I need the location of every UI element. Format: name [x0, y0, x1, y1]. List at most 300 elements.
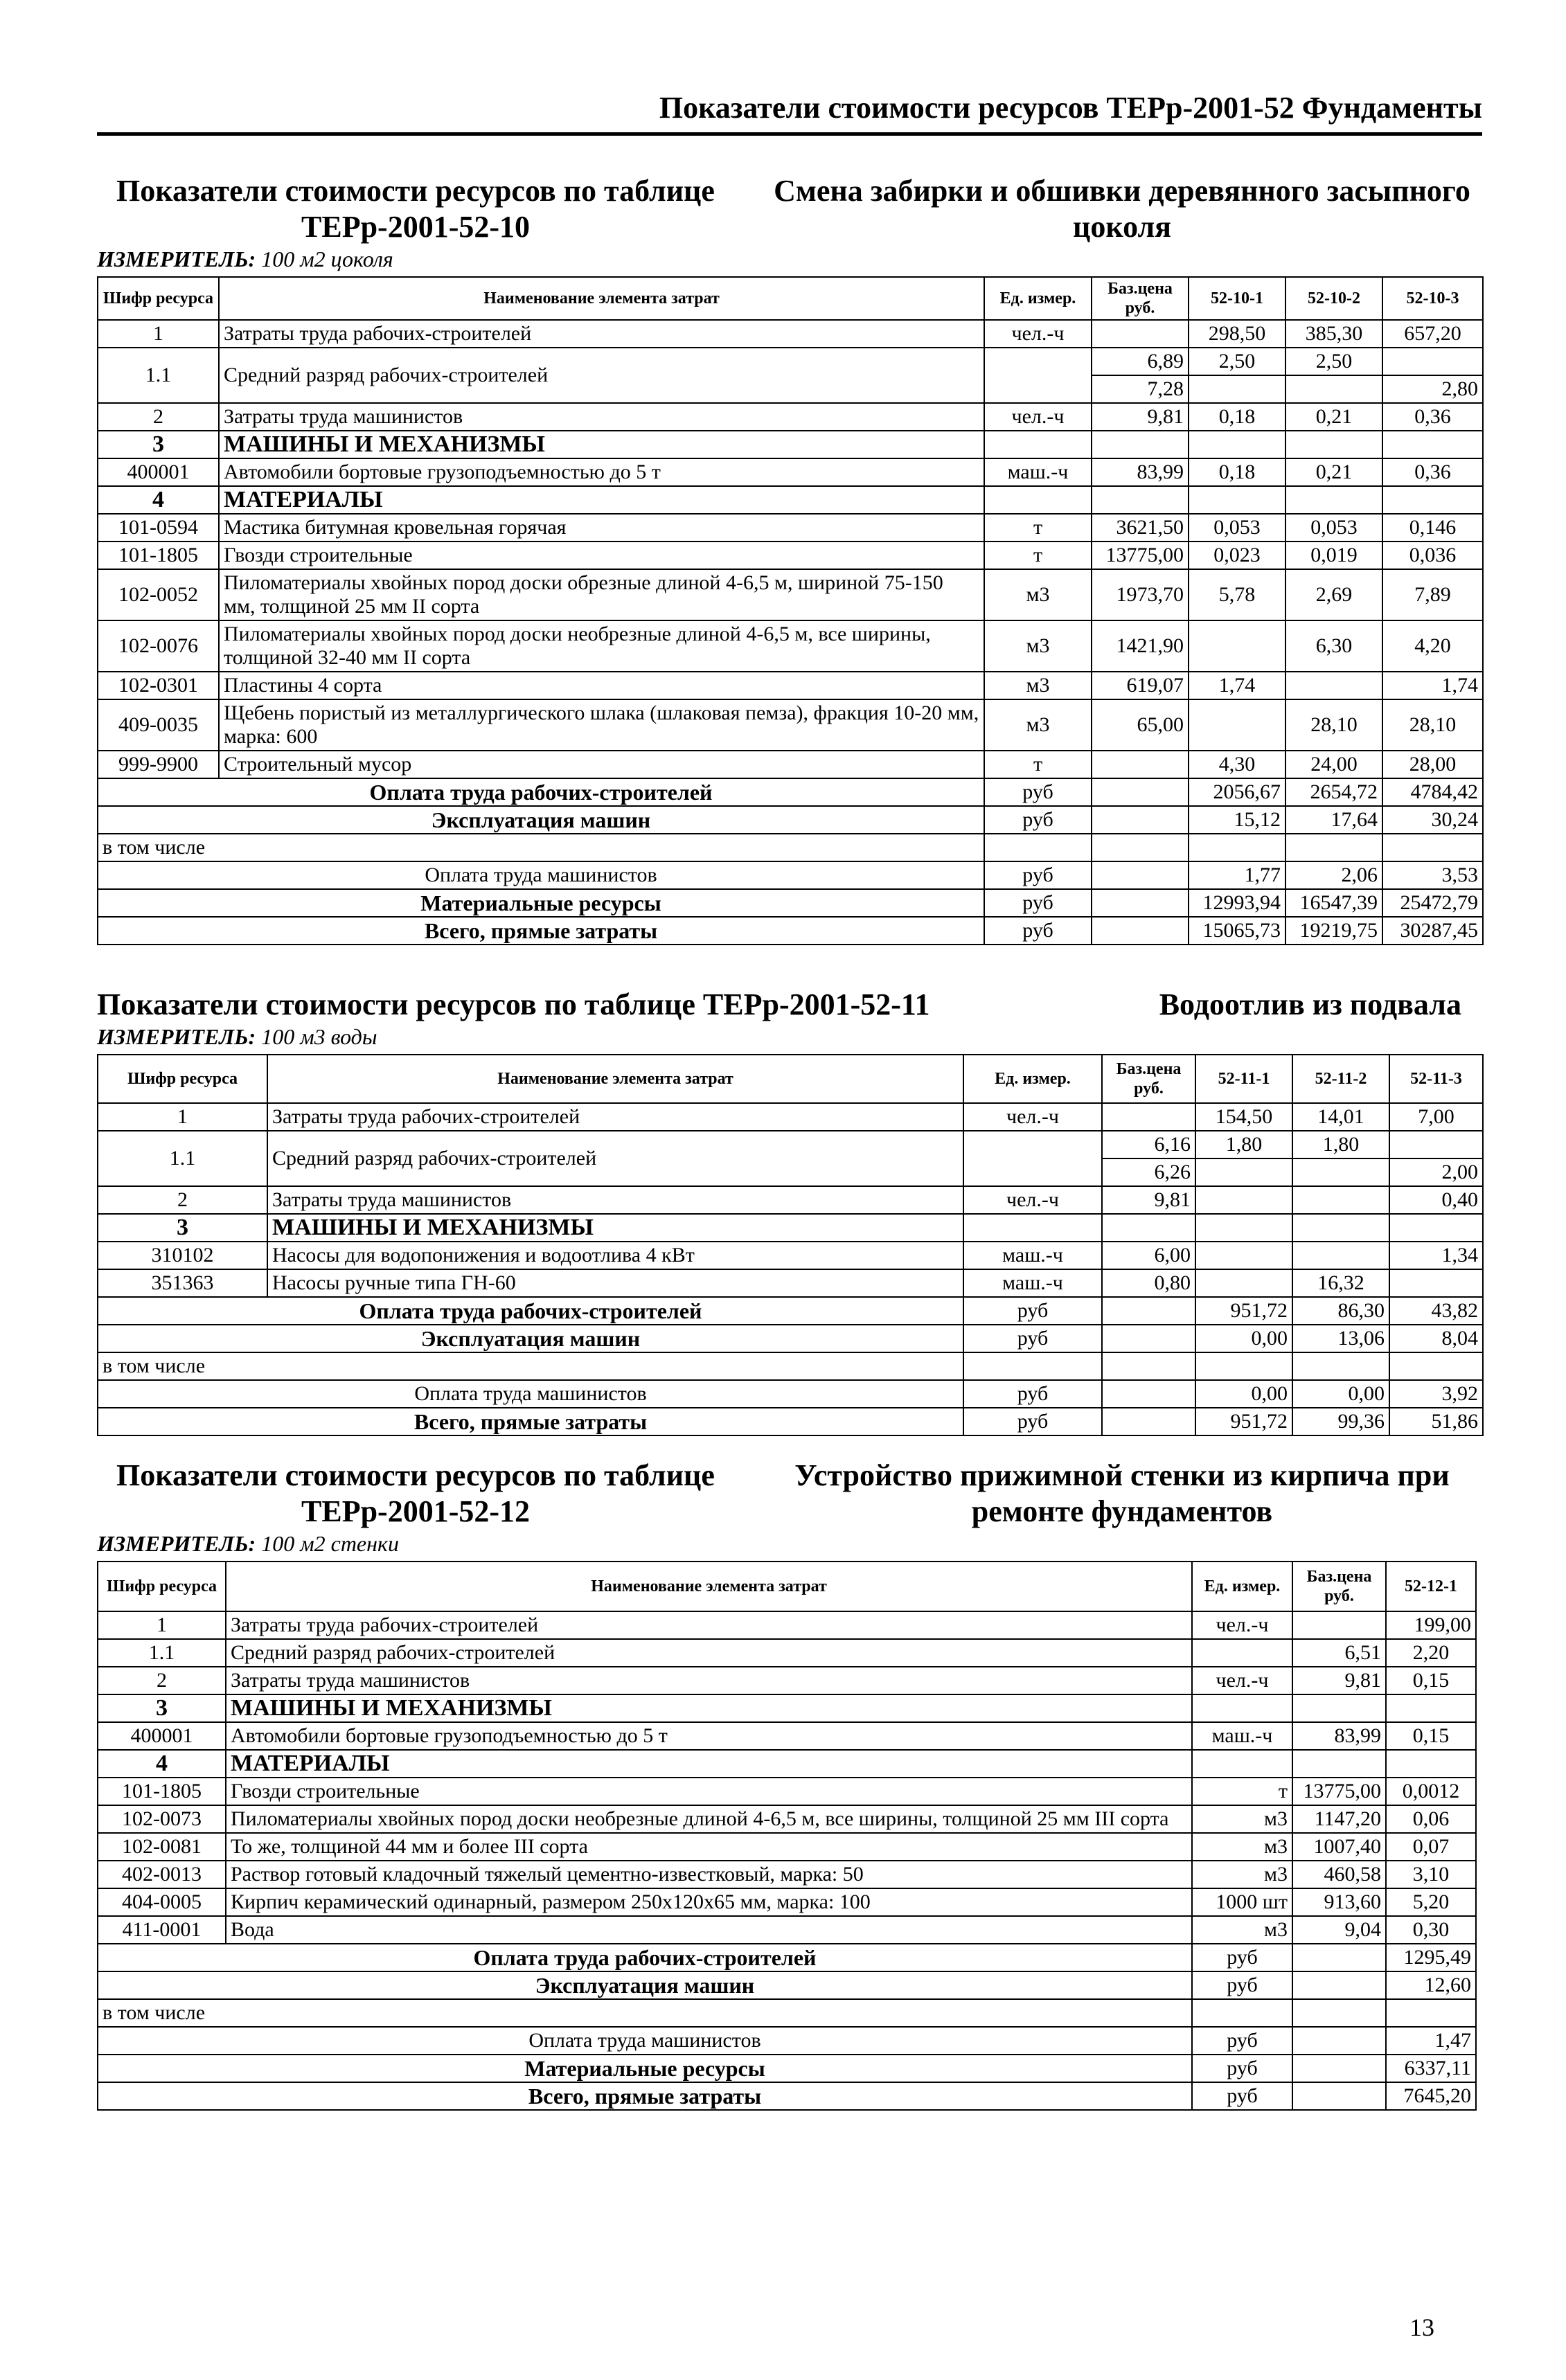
cell-name: Строительный мусор — [219, 751, 984, 778]
cell-code: 101-1805 — [98, 542, 219, 569]
cell-value: 0,15 — [1386, 1722, 1476, 1750]
cell-code: 102-0081 — [98, 1833, 226, 1861]
summary-row — [98, 1999, 1476, 2027]
col-header: Шифр ресурса — [98, 277, 219, 320]
summary-label: в том числе — [98, 1352, 963, 1380]
cell-name: Средний разряд рабочих-строителей — [226, 1639, 1192, 1667]
cell-empty — [1092, 431, 1189, 458]
col-header: Баз.цена руб. — [1102, 1055, 1195, 1103]
subtitle-line: ремонте фундаментов — [971, 1494, 1273, 1528]
table-header-row — [98, 1055, 1483, 1103]
summary-value — [1292, 1352, 1389, 1380]
summary-label: Материальные ресурсы — [98, 889, 984, 917]
table-row — [98, 403, 1483, 431]
summary-unit — [963, 1352, 1102, 1380]
section-subtitle — [762, 1458, 1482, 1530]
cell-price: 1007,40 — [1292, 1833, 1386, 1861]
summary-price — [1292, 2027, 1386, 2055]
summary-value: 12,60 — [1386, 1971, 1476, 1999]
cell-empty — [1192, 1694, 1292, 1722]
table-row — [98, 569, 1483, 620]
cell-value: 3,10 — [1386, 1861, 1476, 1888]
cell-value: 0,06 — [1386, 1805, 1476, 1833]
table-row — [98, 1639, 1476, 1667]
cell-value: 7,89 — [1382, 569, 1483, 620]
cell-value: 2,50 — [1189, 348, 1285, 375]
cell-value — [1389, 1131, 1483, 1158]
summary-label: Эксплуатация машин — [98, 1325, 963, 1352]
summary-unit: руб — [984, 917, 1092, 945]
cell-value — [1292, 1186, 1389, 1214]
col-header: 52-10-1 — [1189, 277, 1285, 320]
summary-value: 1295,49 — [1386, 1944, 1476, 1971]
cell-code: 1.1 — [98, 1131, 267, 1186]
cell-name: Средний разряд рабочих-строителей — [219, 348, 984, 403]
section-row — [98, 1750, 1476, 1778]
table-row — [98, 1722, 1476, 1750]
summary-row — [98, 1352, 1483, 1380]
cell-empty — [1102, 1214, 1195, 1242]
cell-value: 4,20 — [1382, 620, 1483, 672]
summary-row — [98, 889, 1483, 917]
cell-code: 3 — [98, 1214, 267, 1242]
cell-value: 0,15 — [1386, 1667, 1476, 1694]
cell-unit: т — [1192, 1778, 1292, 1805]
cell-name: Щебень пористый из металлургического шлака (шлаковая пемза), фракция 10-20 мм, марка: 600 — [219, 699, 984, 751]
summary-price — [1092, 889, 1189, 917]
cell-code: 1 — [98, 1103, 267, 1131]
summary-value: 86,30 — [1292, 1297, 1389, 1325]
summary-row — [98, 2027, 1476, 2055]
cell-price: 3621,50 — [1092, 514, 1189, 542]
summary-label: Всего, прямые затраты — [98, 2082, 1192, 2110]
cell-value: 16,32 — [1292, 1269, 1389, 1297]
cell-value: 657,20 — [1382, 320, 1483, 348]
cell-unit: м3 — [984, 672, 1092, 699]
cell-empty — [1092, 486, 1189, 514]
summary-label: Оплата труда машинистов — [98, 861, 984, 889]
cell-value: 2,20 — [1386, 1639, 1476, 1667]
cell-value — [1292, 1242, 1389, 1269]
cell-unit: чел.-ч — [1192, 1667, 1292, 1694]
summary-value: 1,77 — [1189, 861, 1285, 889]
summary-row — [98, 1408, 1483, 1435]
summary-unit: руб — [984, 861, 1092, 889]
cell-name: Автомобили бортовые грузоподъемностью до 5 т — [219, 458, 984, 486]
cell-name: Затраты труда рабочих-строителей — [219, 320, 984, 348]
summary-value: 51,86 — [1389, 1408, 1483, 1435]
summary-unit: руб — [963, 1380, 1102, 1408]
cell-code: 999-9900 — [98, 751, 219, 778]
cell-value: 0,053 — [1189, 514, 1285, 542]
col-header: Наименование элемента затрат — [267, 1055, 963, 1103]
table-row — [98, 1861, 1476, 1888]
col-header: Баз.цена руб. — [1292, 1562, 1386, 1611]
cell-value: 5,78 — [1189, 569, 1285, 620]
col-header: Ед. измер. — [1192, 1562, 1292, 1611]
summary-value: 30287,45 — [1382, 917, 1483, 945]
cell-price: 6,16 — [1102, 1131, 1195, 1158]
table-row — [98, 1269, 1483, 1297]
cell-code: 4 — [98, 1750, 226, 1778]
measurer — [97, 1531, 1482, 1557]
summary-price — [1092, 778, 1189, 806]
cell-value: 1,74 — [1382, 672, 1483, 699]
cell-empty — [1189, 486, 1285, 514]
cell-price: 83,99 — [1092, 458, 1189, 486]
summary-value: 99,36 — [1292, 1408, 1389, 1435]
summary-label: Оплата труда рабочих-строителей — [98, 1297, 963, 1325]
cell-empty — [1189, 431, 1285, 458]
cell-code: 400001 — [98, 1722, 226, 1750]
summary-price — [1292, 1999, 1386, 2027]
cell-value: 0,023 — [1189, 542, 1285, 569]
summary-unit: руб — [963, 1408, 1102, 1435]
cell-price — [1092, 751, 1189, 778]
col-header: 52-10-3 — [1382, 277, 1483, 320]
col-header: 52-11-2 — [1292, 1055, 1389, 1103]
table-row — [98, 699, 1483, 751]
cell-unit: маш.-ч — [963, 1269, 1102, 1297]
summary-row — [98, 2055, 1476, 2082]
cell-code: 102-0073 — [98, 1805, 226, 1833]
cell-value: 4,30 — [1189, 751, 1285, 778]
summary-value: 19219,75 — [1285, 917, 1382, 945]
measurer — [97, 1024, 1482, 1050]
cell-name: Пластины 4 сорта — [219, 672, 984, 699]
cell-name: Пиломатериалы хвойных пород доски необрезные длиной 4-6,5 м, все ширины, толщиной 25 мм III сорта — [226, 1805, 1192, 1833]
cell-price: 1973,70 — [1092, 569, 1189, 620]
cell-value — [1382, 348, 1483, 375]
cell-value: 1,34 — [1389, 1242, 1483, 1269]
table-row — [98, 672, 1483, 699]
summary-price — [1292, 1971, 1386, 1999]
cell-name: Раствор готовый кладочный тяжелый цементно-известковый, марка: 50 — [226, 1861, 1192, 1888]
col-header: 52-10-2 — [1285, 277, 1382, 320]
cell-price: 6,26 — [1102, 1158, 1195, 1186]
cell-value — [1389, 1269, 1483, 1297]
table-row — [98, 1778, 1476, 1805]
summary-unit: руб — [984, 806, 1092, 834]
cell-code: 2 — [98, 1186, 267, 1214]
cell-value: 385,30 — [1285, 320, 1382, 348]
cell-name: МАТЕРИАЛЫ — [219, 486, 984, 514]
summary-row — [98, 1944, 1476, 1971]
summary-value: 6337,11 — [1386, 2055, 1476, 2082]
measurer-label: ИЗМЕРИТЕЛЬ: — [97, 1024, 256, 1049]
table-header-row — [98, 277, 1483, 320]
cell-unit: м3 — [984, 699, 1092, 751]
cell-price: 7,28 — [1092, 375, 1189, 403]
summary-value: 12993,94 — [1189, 889, 1285, 917]
table-row — [98, 620, 1483, 672]
col-header: Шифр ресурса — [98, 1055, 267, 1103]
cell-unit — [963, 1131, 1102, 1186]
summary-label: Оплата труда машинистов — [98, 2027, 1192, 2055]
summary-price — [1092, 861, 1189, 889]
cell-value: 0,0012 — [1386, 1778, 1476, 1805]
cell-name: Гвозди строительные — [226, 1778, 1192, 1805]
summary-row — [98, 1971, 1476, 1999]
cell-value: 0,40 — [1389, 1186, 1483, 1214]
table-row — [98, 1611, 1476, 1639]
cell-code: 102-0301 — [98, 672, 219, 699]
cell-name: Затраты труда рабочих-строителей — [267, 1103, 963, 1131]
cell-empty — [1386, 1750, 1476, 1778]
summary-label: в том числе — [98, 1999, 1192, 2027]
table-row — [98, 1103, 1483, 1131]
cell-price: 619,07 — [1092, 672, 1189, 699]
subtitle-line: Смена забирки и обшивки деревянного засыпного — [774, 174, 1470, 208]
cell-value: 24,00 — [1285, 751, 1382, 778]
table-row — [98, 542, 1483, 569]
cell-value: 7,00 — [1389, 1103, 1483, 1131]
table-row — [98, 1131, 1483, 1158]
summary-unit: руб — [1192, 2082, 1292, 2110]
cell-name: Пиломатериалы хвойных пород доски необрезные длиной 4-6,5 м, все ширины, толщиной 32-40 мм II сорта — [219, 620, 984, 672]
cell-name: Средний разряд рабочих-строителей — [267, 1131, 963, 1186]
summary-row — [98, 1325, 1483, 1352]
cell-code: 351363 — [98, 1269, 267, 1297]
cell-code: 102-0076 — [98, 620, 219, 672]
section-title — [97, 173, 734, 245]
cell-value: 1,80 — [1195, 1131, 1292, 1158]
cell-code: 102-0052 — [98, 569, 219, 620]
cell-value: 0,07 — [1386, 1833, 1476, 1861]
summary-price — [1102, 1408, 1195, 1435]
summary-row — [98, 834, 1483, 861]
summary-unit: руб — [1192, 2055, 1292, 2082]
cell-code: 310102 — [98, 1242, 267, 1269]
cell-price: 9,81 — [1292, 1667, 1386, 1694]
cell-empty — [1382, 431, 1483, 458]
cell-value: 28,10 — [1285, 699, 1382, 751]
summary-price — [1292, 1944, 1386, 1971]
summary-label: Эксплуатация машин — [98, 1971, 1192, 1999]
summary-value: 16547,39 — [1285, 889, 1382, 917]
summary-value — [1389, 1352, 1483, 1380]
cell-unit: чел.-ч — [963, 1103, 1102, 1131]
cell-unit: маш.-ч — [984, 458, 1092, 486]
subtitle-line: цоколя — [1072, 210, 1172, 244]
section-title — [97, 1458, 734, 1530]
cell-empty — [1285, 486, 1382, 514]
cell-unit: 1000 шт — [1192, 1888, 1292, 1916]
cell-code: 400001 — [98, 458, 219, 486]
title-line: Показатели стоимости ресурсов по таблице — [116, 174, 715, 208]
summary-label: Оплата труда рабочих-строителей — [98, 778, 984, 806]
section-title: Показатели стоимости ресурсов по таблице ТЕРр-2001-52-11 — [97, 987, 930, 1021]
cell-empty — [1195, 1214, 1292, 1242]
summary-price — [1102, 1297, 1195, 1325]
summary-value: 17,64 — [1285, 806, 1382, 834]
resource-table — [97, 276, 1484, 945]
cell-unit: т — [984, 751, 1092, 778]
cell-empty — [984, 431, 1092, 458]
cell-unit: м3 — [1192, 1861, 1292, 1888]
cell-price: 83,99 — [1292, 1722, 1386, 1750]
cell-name: Насосы ручные типа ГН-60 — [267, 1269, 963, 1297]
cell-empty — [1386, 1694, 1476, 1722]
cell-code: 1.1 — [98, 1639, 226, 1667]
col-header: 52-11-1 — [1195, 1055, 1292, 1103]
cell-value: 0,036 — [1382, 542, 1483, 569]
table-row — [98, 1186, 1483, 1214]
cell-name: Автомобили бортовые грузоподъемностью до 5 т — [226, 1722, 1192, 1750]
summary-label: Эксплуатация машин — [98, 806, 984, 834]
cell-value: 0,18 — [1189, 403, 1285, 431]
cell-code: 101-1805 — [98, 1778, 226, 1805]
table-row — [98, 458, 1483, 486]
cell-unit: м3 — [1192, 1805, 1292, 1833]
page-header: Показатели стоимости ресурсов ТЕРр-2001-52 Фундаменты — [97, 90, 1482, 136]
summary-unit: руб — [984, 889, 1092, 917]
resource-table — [97, 1054, 1484, 1436]
cell-code: 411-0001 — [98, 1916, 226, 1944]
cell-value: 2,00 — [1389, 1158, 1483, 1186]
cell-price — [1102, 1103, 1195, 1131]
measurer-label: ИЗМЕРИТЕЛЬ: — [97, 1531, 256, 1556]
summary-unit — [1192, 1999, 1292, 2027]
summary-label: Всего, прямые затраты — [98, 917, 984, 945]
summary-value: 2056,67 — [1189, 778, 1285, 806]
cell-name: Пиломатериалы хвойных пород доски обрезные длиной 4-6,5 м, шириной 75-150 мм, толщиной 25 мм II сорта — [219, 569, 984, 620]
cell-code: 409-0035 — [98, 699, 219, 751]
cell-name: МАШИНЫ И МЕХАНИЗМЫ — [219, 431, 984, 458]
cell-unit: чел.-ч — [984, 320, 1092, 348]
summary-value: 4784,42 — [1382, 778, 1483, 806]
cell-value: 6,30 — [1285, 620, 1382, 672]
summary-label: Материальные ресурсы — [98, 2055, 1192, 2082]
cell-value: 0,053 — [1285, 514, 1382, 542]
summary-value: 0,00 — [1195, 1325, 1292, 1352]
summary-row — [98, 1380, 1483, 1408]
cell-price: 913,60 — [1292, 1888, 1386, 1916]
cell-name: МАШИНЫ И МЕХАНИЗМЫ — [226, 1694, 1192, 1722]
cell-value: 5,20 — [1386, 1888, 1476, 1916]
cell-code: 2 — [98, 403, 219, 431]
summary-value: 15065,73 — [1189, 917, 1285, 945]
cell-value — [1195, 1158, 1292, 1186]
cell-value — [1292, 1158, 1389, 1186]
cell-code: 1.1 — [98, 348, 219, 403]
title-line: Показатели стоимости ресурсов по таблице — [116, 1458, 715, 1492]
summary-value: 0,00 — [1292, 1380, 1389, 1408]
measurer-value: 100 м3 воды — [261, 1024, 377, 1049]
summary-value — [1285, 834, 1382, 861]
cell-value: 0,21 — [1285, 458, 1382, 486]
cell-value — [1195, 1242, 1292, 1269]
cell-value — [1189, 620, 1285, 672]
summary-label: Всего, прямые затраты — [98, 1408, 963, 1435]
summary-value — [1386, 1999, 1476, 2027]
summary-value: 43,82 — [1389, 1297, 1483, 1325]
cell-value: 0,36 — [1382, 403, 1483, 431]
measurer-label: ИЗМЕРИТЕЛЬ: — [97, 247, 256, 271]
cell-price: 1421,90 — [1092, 620, 1189, 672]
cell-empty — [1285, 431, 1382, 458]
summary-price — [1102, 1325, 1195, 1352]
cell-price: 6,89 — [1092, 348, 1189, 375]
cell-empty — [1292, 1694, 1386, 1722]
table-row — [98, 1888, 1476, 1916]
section-subtitle: Водоотлив из подвала — [1159, 987, 1461, 1021]
cell-name: Гвозди строительные — [219, 542, 984, 569]
measurer-value: 100 м2 стенки — [261, 1531, 399, 1556]
summary-value — [1189, 834, 1285, 861]
summary-price — [1102, 1352, 1195, 1380]
cell-code: 402-0013 — [98, 1861, 226, 1888]
cell-price: 65,00 — [1092, 699, 1189, 751]
summary-value: 3,92 — [1389, 1380, 1483, 1408]
cell-unit: м3 — [984, 569, 1092, 620]
cell-unit: чел.-ч — [1192, 1611, 1292, 1639]
cell-code: 1 — [98, 320, 219, 348]
table-row — [98, 1833, 1476, 1861]
cell-name: Насосы для водопонижения и водоотлива 4 кВт — [267, 1242, 963, 1269]
cell-code: 2 — [98, 1667, 226, 1694]
col-header: Шифр ресурса — [98, 1562, 226, 1611]
cell-price: 9,81 — [1102, 1186, 1195, 1214]
cell-name: Вода — [226, 1916, 1192, 1944]
summary-unit: руб — [963, 1325, 1102, 1352]
cell-empty — [984, 486, 1092, 514]
cell-name: Затраты труда машинистов — [226, 1667, 1192, 1694]
cell-empty — [1192, 1750, 1292, 1778]
summary-unit: руб — [963, 1297, 1102, 1325]
cell-price: 6,51 — [1292, 1639, 1386, 1667]
summary-value: 3,53 — [1382, 861, 1483, 889]
summary-price — [1092, 806, 1189, 834]
summary-value: 8,04 — [1389, 1325, 1483, 1352]
col-header: Наименование элемента затрат — [219, 277, 984, 320]
cell-name: МАШИНЫ И МЕХАНИЗМЫ — [267, 1214, 963, 1242]
cell-value: 2,80 — [1382, 375, 1483, 403]
cell-unit — [984, 348, 1092, 403]
table-row — [98, 514, 1483, 542]
measurer — [97, 247, 1482, 272]
table-row — [98, 1667, 1476, 1694]
cell-value: 0,30 — [1386, 1916, 1476, 1944]
col-header: 52-12-1 — [1386, 1562, 1476, 1611]
page-number: 13 — [1409, 2314, 1434, 2341]
cell-unit: маш.-ч — [1192, 1722, 1292, 1750]
cell-value — [1189, 375, 1285, 403]
summary-value: 7645,20 — [1386, 2082, 1476, 2110]
cell-value: 0,36 — [1382, 458, 1483, 486]
cell-value — [1189, 699, 1285, 751]
summary-price — [1102, 1380, 1195, 1408]
cell-value: 0,019 — [1285, 542, 1382, 569]
cell-unit: чел.-ч — [963, 1186, 1102, 1214]
cell-name: Кирпич керамический одинарный, размером 250x120x65 мм, марка: 100 — [226, 1888, 1192, 1916]
section-row — [98, 431, 1483, 458]
section-subtitle — [762, 173, 1482, 245]
summary-value — [1195, 1352, 1292, 1380]
section-52-10 — [97, 173, 1482, 945]
cell-unit: м3 — [1192, 1916, 1292, 1944]
summary-price — [1292, 2055, 1386, 2082]
summary-row — [98, 917, 1483, 945]
cell-value — [1195, 1269, 1292, 1297]
cell-value: 298,50 — [1189, 320, 1285, 348]
summary-price — [1292, 2082, 1386, 2110]
section-row — [98, 1214, 1483, 1242]
cell-value: 2,69 — [1285, 569, 1382, 620]
summary-row — [98, 1297, 1483, 1325]
table-row — [98, 1242, 1483, 1269]
subtitle-line: Устройство прижимной стенки из кирпича при — [794, 1458, 1450, 1492]
